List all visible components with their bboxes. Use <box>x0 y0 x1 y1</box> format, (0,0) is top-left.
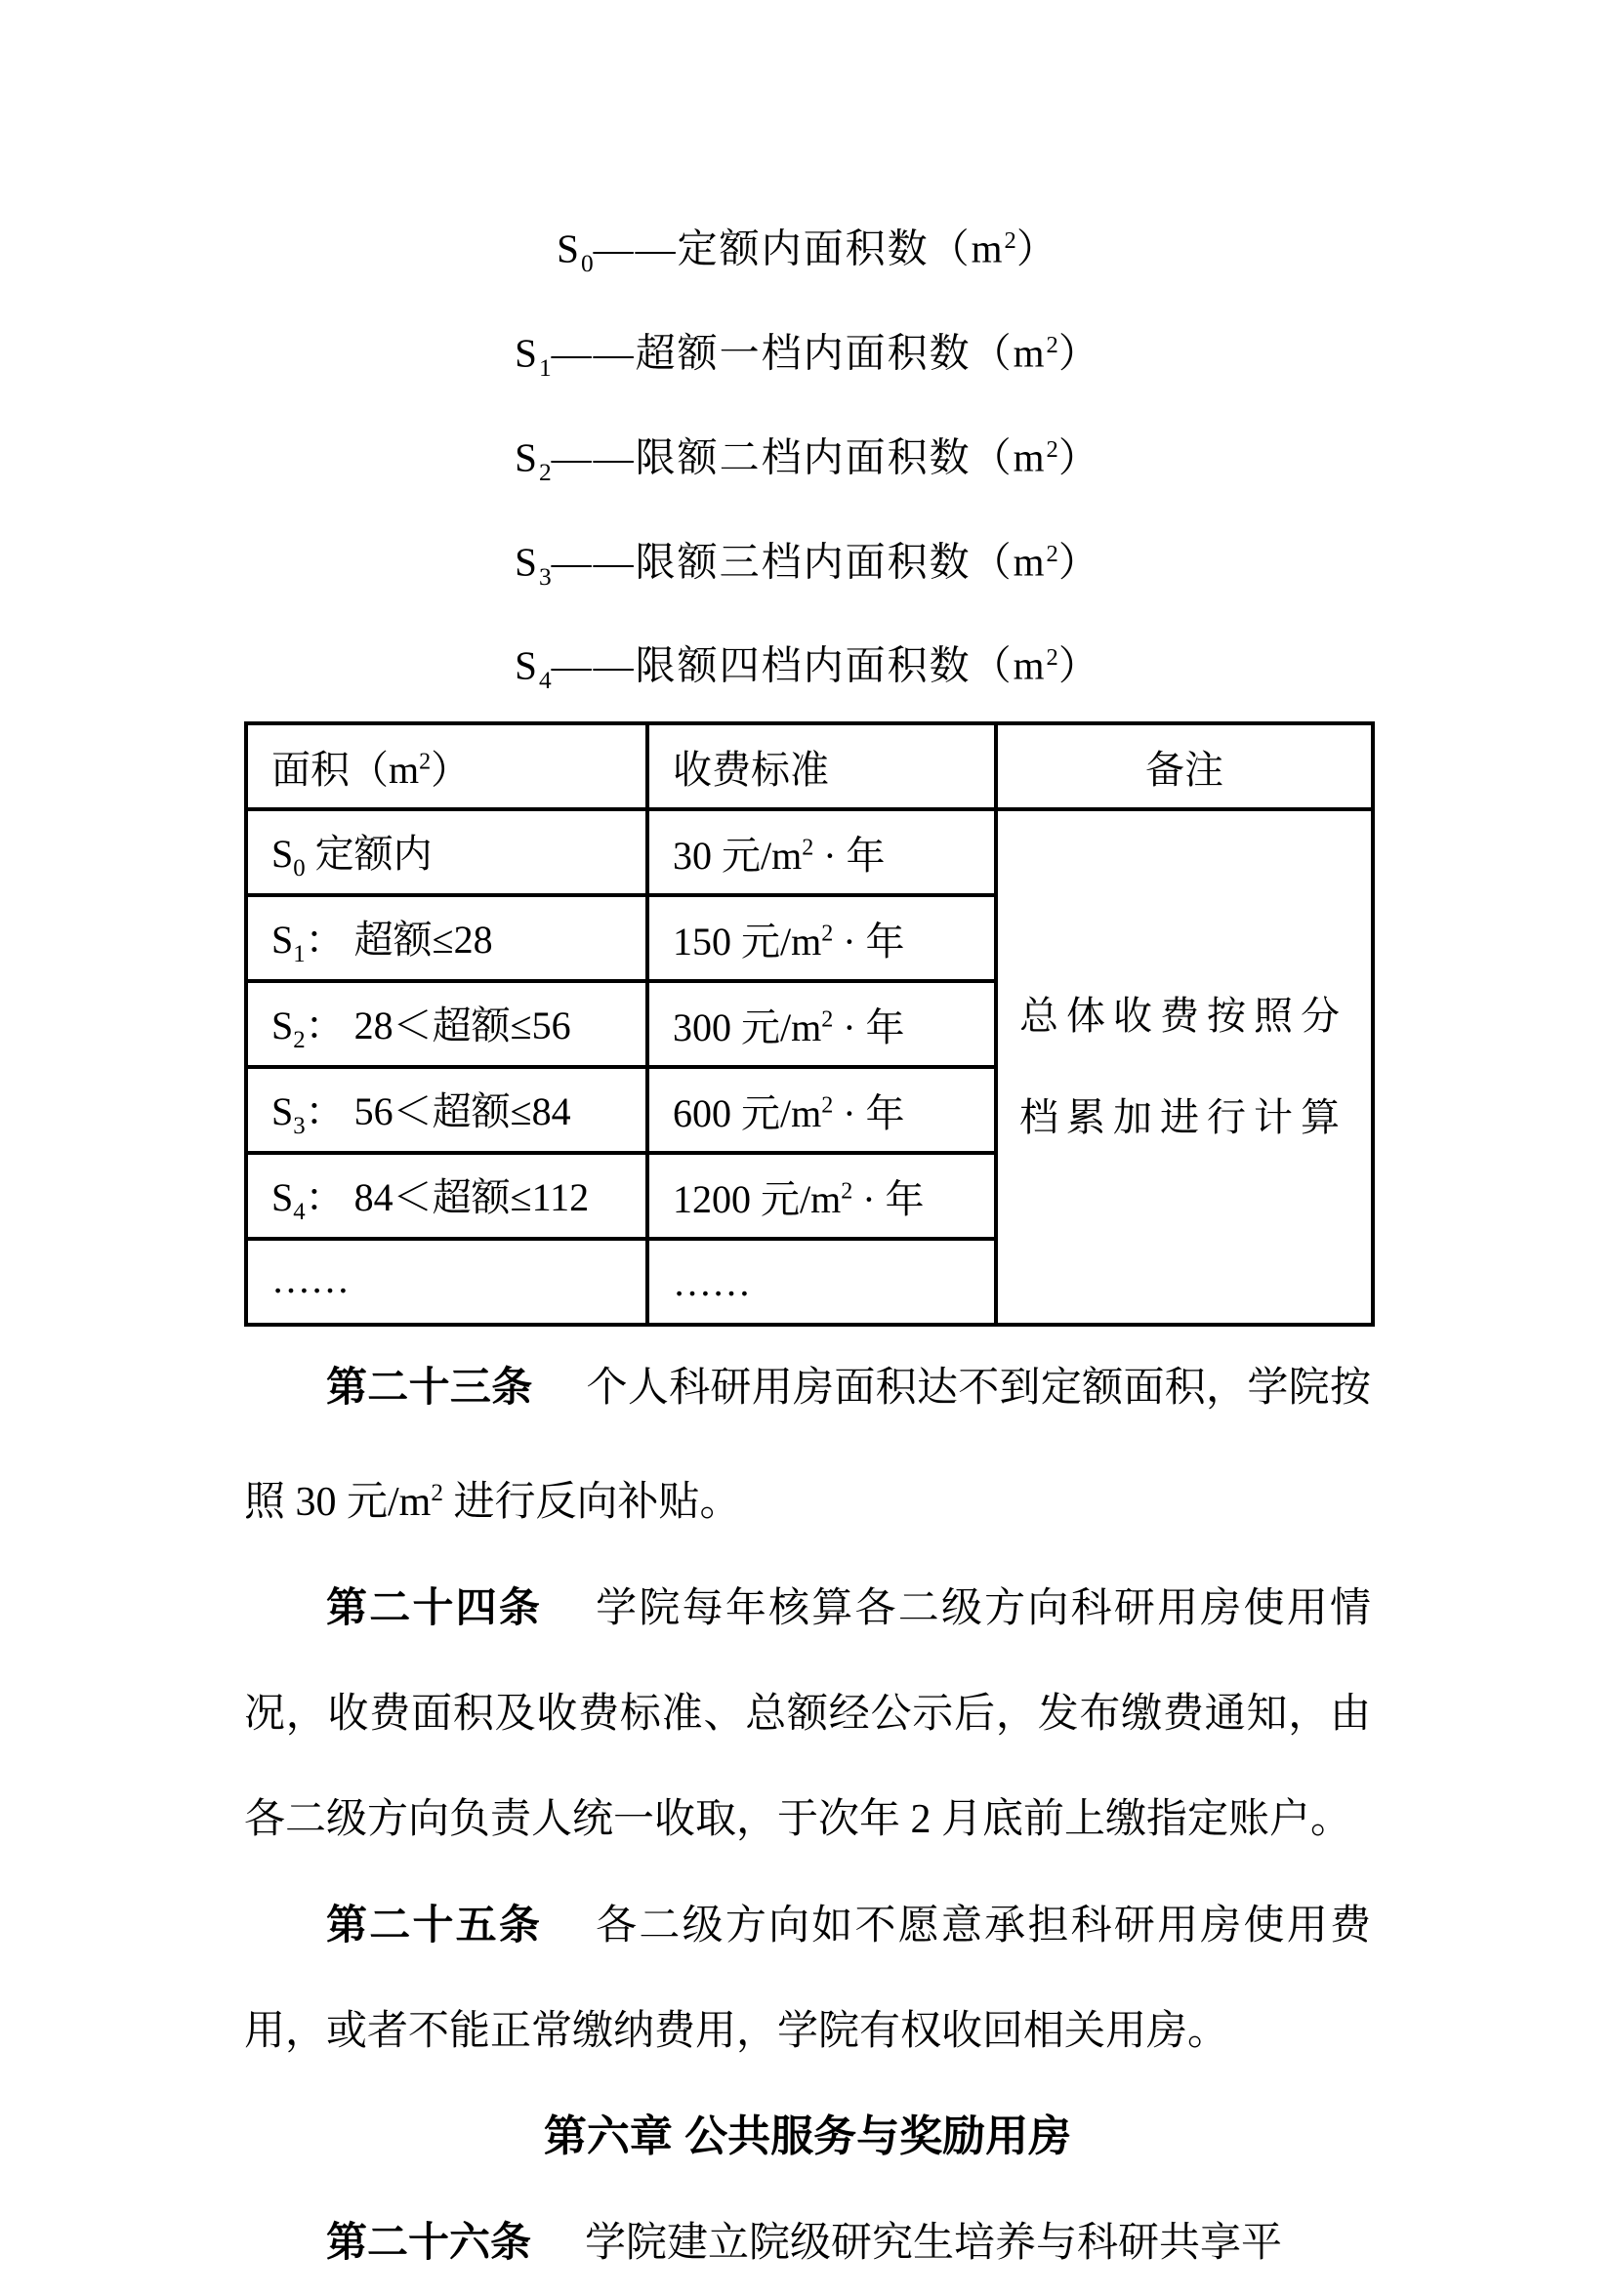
var-symbol: S <box>515 539 539 585</box>
area-subscript: 1 <box>293 940 306 967</box>
article-23-label: 第二十三条 <box>326 1364 533 1411</box>
article-23 <box>244 1334 1371 1555</box>
definition-line-s0 <box>244 200 1371 305</box>
square-superscript: 2 <box>821 1006 834 1033</box>
var-subscript: 2 <box>538 458 552 486</box>
area-cell <box>246 895 647 981</box>
definition-line-s4 <box>244 617 1371 721</box>
area-text: …… <box>271 1256 350 1301</box>
article-25-text: 各二级方向如不愿意承担科研用房使用费用，或者不能正常缴纳费用，学院有权收回相关用房。 <box>244 1904 1371 2055</box>
article-24-text: 学院每年核算各二级方向科研用房使用情况，收费面积及收费标准、总额经公示后，发布缴费通知，由各二级方向负责人统一收取，于次年 2 月底前上缴指定账户。 <box>244 1586 1371 1843</box>
definition-close: ） <box>1057 539 1100 585</box>
definition-text: ——定额内面积数（m <box>593 226 1005 271</box>
definition-close: ） <box>1057 434 1100 480</box>
area-text: ： 56＜超额≤84 <box>305 1088 571 1133</box>
fee-text: 30 元/m <box>673 833 803 878</box>
table-header-row <box>246 723 1373 809</box>
area-cell <box>246 1239 647 1325</box>
table-row <box>246 809 1373 895</box>
header-area-close: ） <box>431 747 471 792</box>
area-cell <box>246 1067 647 1153</box>
square-superscript: 2 <box>821 921 834 947</box>
fee-text: 600 元/m <box>673 1090 822 1135</box>
square-superscript: 2 <box>419 749 432 775</box>
fee-cell <box>647 981 996 1067</box>
fee-cell <box>647 895 996 981</box>
article-25-label: 第二十五条 <box>326 1902 543 1948</box>
fee-unit: · 年 <box>833 1004 905 1049</box>
article-26 <box>244 2190 1371 2296</box>
area-text: 定额内 <box>305 831 433 876</box>
definition-line-s1 <box>244 305 1371 409</box>
definition-line-s3 <box>244 513 1371 618</box>
fee-unit: · 年 <box>833 919 905 964</box>
var-subscript: 4 <box>538 667 552 695</box>
area-symbol: S <box>271 831 294 876</box>
var-symbol: S <box>515 330 539 376</box>
square-superscript: 2 <box>1004 227 1016 254</box>
area-symbol: S <box>271 1088 294 1133</box>
var-subscript: 3 <box>538 562 552 591</box>
square-superscript: 2 <box>1046 435 1058 463</box>
article-23-text: 个人科研用房面积达不到定额面积，学院按照 30 元/m <box>244 1366 1371 1526</box>
fee-text: 300 元/m <box>673 1004 822 1049</box>
fee-text: 150 元/m <box>673 919 822 964</box>
square-superscript: 2 <box>821 1092 834 1119</box>
header-area <box>246 723 647 809</box>
area-subscript: 0 <box>293 854 306 882</box>
header-fee: 收费标准 <box>647 723 996 809</box>
var-subscript: 1 <box>538 353 552 382</box>
article-26-text: 学院建立院级研究生培养与科研共享平 <box>585 2221 1283 2267</box>
article-24 <box>244 1555 1371 1872</box>
area-subscript: 4 <box>293 1198 306 1225</box>
square-superscript: 2 <box>802 835 814 861</box>
var-symbol: S <box>515 434 539 480</box>
fee-unit: · 年 <box>833 1090 905 1135</box>
fee-unit: · 年 <box>813 833 886 878</box>
square-superscript: 2 <box>1046 644 1058 672</box>
note-cell: 总体收费按照分档累加进行计算 <box>996 809 1373 1325</box>
area-text: ： 超额≤28 <box>305 917 493 962</box>
square-superscript: 2 <box>431 1480 443 1507</box>
definition-text: ——超额一档内面积数（m <box>551 330 1047 376</box>
definition-text: ——限额三档内面积数（m <box>551 539 1047 585</box>
fee-cell <box>647 1153 996 1239</box>
articles-section <box>244 1334 1371 2296</box>
fee-cell <box>647 809 996 895</box>
area-text: ： 28＜超额≤56 <box>305 1003 571 1047</box>
definition-line-s2 <box>244 409 1371 513</box>
fee-cell <box>647 1067 996 1153</box>
area-symbol: S <box>271 1003 294 1047</box>
header-area-text: 面积（m <box>271 747 420 792</box>
square-superscript: 2 <box>841 1178 853 1205</box>
article-24-label: 第二十四条 <box>326 1584 543 1631</box>
area-cell <box>246 1153 647 1239</box>
article-26-label: 第二十六条 <box>326 2219 532 2266</box>
header-note: 备注 <box>996 723 1373 809</box>
definition-text: ——限额二档内面积数（m <box>551 434 1047 480</box>
area-subscript: 3 <box>293 1112 306 1139</box>
var-symbol: S <box>557 226 581 271</box>
definition-close: ） <box>1057 643 1100 689</box>
fee-unit: · 年 <box>852 1176 925 1221</box>
area-symbol: S <box>271 1174 294 1219</box>
article-23-text-end: 进行反向补贴。 <box>442 1480 741 1526</box>
article-25 <box>244 1872 1371 2084</box>
variable-definitions <box>244 200 1371 721</box>
var-subscript: 0 <box>580 249 594 277</box>
definition-close: ） <box>1015 226 1058 271</box>
area-cell <box>246 809 647 895</box>
area-text: ： 84＜超额≤112 <box>305 1174 590 1219</box>
area-cell <box>246 981 647 1067</box>
fee-cell <box>647 1239 996 1325</box>
square-superscript: 2 <box>1046 331 1058 358</box>
var-symbol: S <box>515 643 539 689</box>
area-symbol: S <box>271 917 294 962</box>
square-superscript: 2 <box>1046 540 1058 567</box>
fee-text: …… <box>673 1259 751 1304</box>
fee-table <box>244 721 1375 1327</box>
fee-text: 1200 元/m <box>673 1176 842 1221</box>
area-subscript: 2 <box>293 1026 306 1053</box>
definition-close: ） <box>1057 330 1100 376</box>
definition-text: ——限额四档内面积数（m <box>551 643 1047 689</box>
chapter-6-heading: 第六章 公共服务与奖励用房 <box>543 2112 1072 2161</box>
